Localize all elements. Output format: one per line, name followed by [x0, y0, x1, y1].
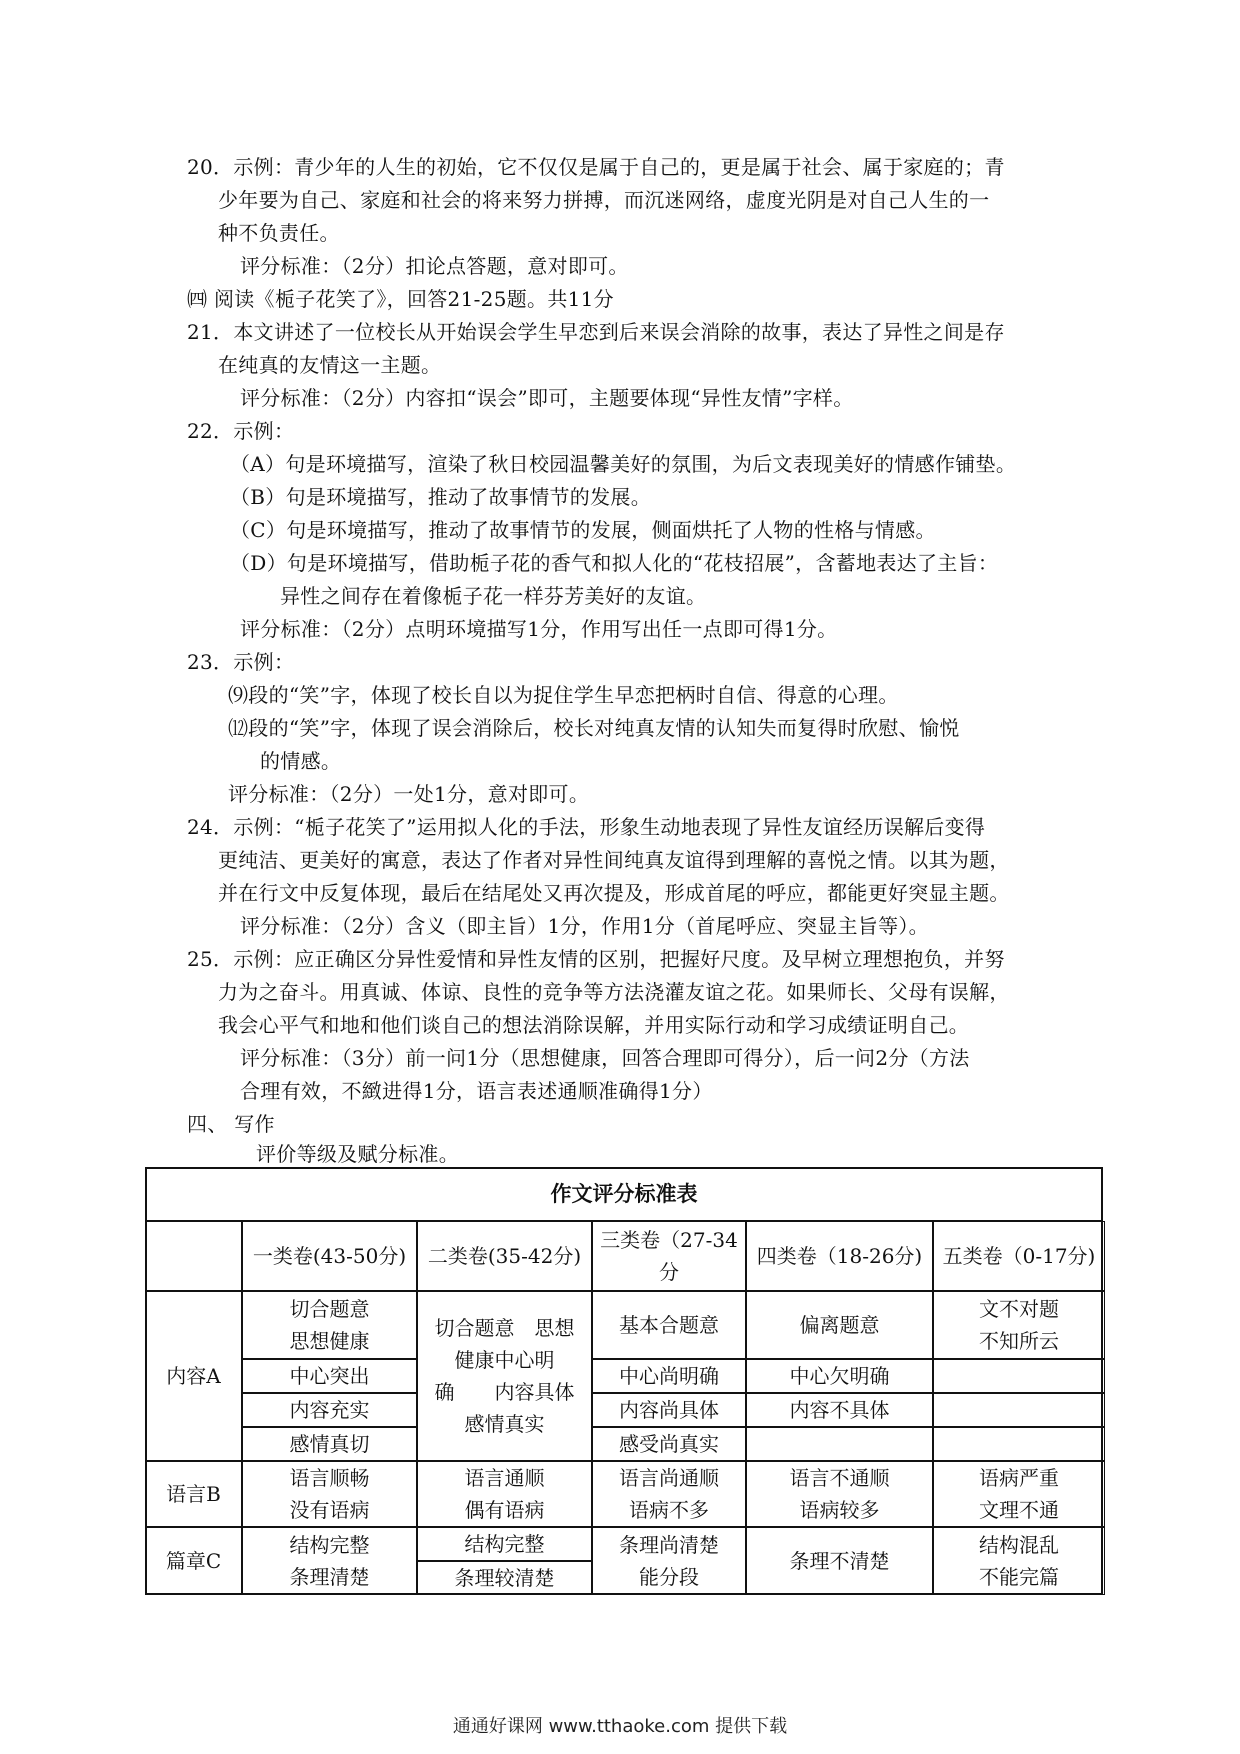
q21-line-2: 在纯真的友情这一主题。	[218, 353, 442, 377]
q24-line-3: 并在行文中反复体现，最后在结尾处又再次提及，形成首尾的呼应，都能更好突显主题。	[218, 881, 1010, 905]
q22-line-1: 22．示例：	[187, 419, 295, 443]
q24-line-2: 更纯洁、更美好的寓意，表达了作者对异性间纯真友谊得到理解的喜悦之情。以其为题，	[218, 848, 1010, 872]
content-grade-1-d: 感情真切	[242, 1427, 417, 1461]
content-text: 切合题意	[289, 1297, 370, 1321]
q23-criteria: 评分标准：（2分）一处1分，意对即可。	[228, 782, 590, 806]
structure-grade-2-a: 结构完整	[417, 1527, 592, 1561]
header-grade-3: 三类卷（27-34分	[592, 1221, 746, 1291]
q20-line-2: 少年要为自己、家庭和社会的将来努力拼搏，而沉迷网络，虚度光阴是对自己人生的一	[218, 188, 990, 212]
table-corner-cell	[145, 1221, 242, 1291]
content-grade-4-d	[746, 1427, 933, 1461]
structure-grade-2-b: 条理较清楚	[417, 1561, 592, 1595]
language-text: 语言不通顺	[789, 1466, 890, 1490]
q23-line-1: 23．示例：	[187, 650, 295, 674]
content-text: 不知所云	[979, 1329, 1059, 1353]
structure-text: 结构完整	[289, 1533, 370, 1557]
page-footer: 通通好课网 www.tthaoke.com 提供下载	[452, 1716, 788, 1737]
content-grade-1-b: 中心突出	[242, 1359, 417, 1393]
content-text: 切合题意 思想	[434, 1316, 575, 1340]
content-text: 健康中心明	[454, 1348, 555, 1372]
writing-intro: 评价等级及赋分标准。	[256, 1142, 459, 1166]
q22-line-3: （B）句是环境描写，推动了故事情节的发展。	[230, 485, 651, 509]
language-text: 语病不多	[629, 1498, 709, 1522]
row-label-structure: 篇章C	[145, 1527, 242, 1595]
content-grade-5-d	[933, 1427, 1105, 1461]
content-grade-3-b: 中心尚明确	[592, 1359, 746, 1393]
language-grade-1	[242, 1461, 417, 1527]
structure-text: 能分段	[639, 1565, 699, 1589]
content-grade-5-b	[933, 1359, 1105, 1393]
content-text: 思想健康	[289, 1329, 370, 1353]
language-text: 偶有语病	[464, 1498, 545, 1522]
q22-line-2: （A）句是环境描写，渲染了秋日校园温馨美好的氛围，为后文表现美好的情感作铺垫。	[230, 452, 1017, 476]
structure-text: 条理清楚	[289, 1565, 370, 1589]
language-text: 文理不通	[979, 1498, 1059, 1522]
header-grade-5: 五类卷（0-17分)	[933, 1221, 1105, 1291]
content-grade-3-a: 基本合题意	[592, 1291, 746, 1359]
language-grade-4	[746, 1461, 933, 1527]
section4-heading: ㈣ 阅读《栀子花笑了》，回答21-25题。共11分	[187, 287, 614, 311]
q20-line-1: 20．示例：青少年的人生的初始，它不仅仅是属于自己的，更是属于社会、属于家庭的；青	[187, 155, 1005, 179]
header-grade-2: 二类卷(35-42分)	[417, 1221, 592, 1291]
q23-line-4: 的情感。	[260, 749, 342, 773]
q23-line-3: ⑿段的“笑”字，体现了误会消除后，校长对纯真友情的认知失而复得时欣慰、愉悦	[228, 716, 960, 740]
table-title: 作文评分标准表	[145, 1167, 1103, 1221]
q20-line-3: 种不负责任。	[218, 221, 340, 245]
content-text: 文不对题	[979, 1297, 1059, 1321]
content-grade-4-a: 偏离题意	[746, 1291, 933, 1359]
language-text: 语病较多	[799, 1498, 880, 1522]
essay-scoring-table	[145, 1167, 1103, 1595]
row-label-language: 语言B	[145, 1461, 242, 1527]
structure-text: 条理尚清楚	[619, 1533, 719, 1557]
header-grade-1: 一类卷(43-50分)	[242, 1221, 417, 1291]
structure-grade-3	[592, 1527, 746, 1595]
content-text: 感情真实	[464, 1412, 545, 1436]
content-grade-3-c: 内容尚具体	[592, 1393, 746, 1427]
structure-text: 不能完篇	[979, 1565, 1059, 1589]
content-grade-2	[417, 1291, 592, 1461]
content-grade-3-d: 感受尚真实	[592, 1427, 746, 1461]
q25-line-2: 力为之奋斗。用真诚、体谅、良性的竞争等方法浇灌友谊之花。如果师长、父母有误解，	[218, 980, 1010, 1004]
writing-heading: 四、 写作	[187, 1112, 275, 1136]
q22-criteria: 评分标准：（2分）点明环境描写1分，作用写出任一点即可得1分。	[240, 617, 838, 641]
content-grade-5-a	[933, 1291, 1105, 1359]
language-text: 语言尚通顺	[619, 1466, 719, 1490]
q25-criteria-1: 评分标准：（3分）前一问1分（思想健康，回答合理即可得分），后一问2分（方法	[240, 1046, 970, 1070]
q25-criteria-2: 合理有效，不緻进得1分，语言表述通顺准确得1分）	[240, 1079, 713, 1103]
q22-line-4: （C）句是环境描写，推动了故事情节的发展，侧面烘托了人物的性格与情感。	[230, 518, 936, 542]
q23-line-2: ⑼段的“笑”字，体现了校长自以为捉住学生早恋把柄时自信、得意的心理。	[228, 683, 899, 707]
language-text: 语病严重	[979, 1466, 1059, 1490]
language-text: 语言顺畅	[289, 1466, 370, 1490]
q20-criteria: 评分标准：（2分）扣论点答题，意对即可。	[240, 254, 629, 278]
q24-line-1: 24．示例：“栀子花笑了”运用拟人化的手法，形象生动地表现了异性友谊经历误解后变得	[187, 815, 986, 839]
content-grade-4-b: 中心欠明确	[746, 1359, 933, 1393]
language-grade-5	[933, 1461, 1105, 1527]
content-grade-1-a	[242, 1291, 417, 1359]
header-grade-4: 四类卷（18-26分)	[746, 1221, 933, 1291]
q25-line-3: 我会心平气和地和他们谈自己的想法消除误解，并用实际行动和学习成绩证明自己。	[218, 1013, 970, 1037]
content-grade-5-c	[933, 1393, 1105, 1427]
row-label-content: 内容A	[145, 1291, 242, 1461]
language-grade-3	[592, 1461, 746, 1527]
language-text: 没有语病	[289, 1498, 370, 1522]
q24-criteria: 评分标准：（2分）含义（即主旨）1分，作用1分（首尾呼应、突显主旨等）。	[240, 914, 929, 938]
structure-grade-4: 条理不清楚	[746, 1527, 933, 1595]
q22-line-6: 异性之间存在着像栀子花一样芬芳美好的友谊。	[280, 584, 707, 608]
content-grade-4-c: 内容不具体	[746, 1393, 933, 1427]
q21-line-1: 21．本文讲述了一位校长从开始误会学生早恋到后来误会消除的故事，表达了异性之间是存	[187, 320, 1005, 344]
structure-text: 结构混乱	[979, 1533, 1059, 1557]
structure-grade-1	[242, 1527, 417, 1595]
structure-grade-5	[933, 1527, 1105, 1595]
language-text: 语言通顺	[464, 1466, 545, 1490]
content-grade-1-c: 内容充实	[242, 1393, 417, 1427]
q21-criteria: 评分标准：（2分）内容扣“误会”即可，主题要体现“异性友情”字样。	[240, 386, 854, 410]
content-text: 确 内容具体	[434, 1380, 575, 1404]
language-grade-2	[417, 1461, 592, 1527]
q25-line-1: 25．示例：应正确区分异性爱情和异性友情的区别，把握好尺度。及早树立理想抱负，并努	[187, 947, 1005, 971]
q22-line-5: （D）句是环境描写，借助栀子花的香气和拟人化的“花枝招展”，含蓄地表达了主旨：	[230, 551, 999, 575]
